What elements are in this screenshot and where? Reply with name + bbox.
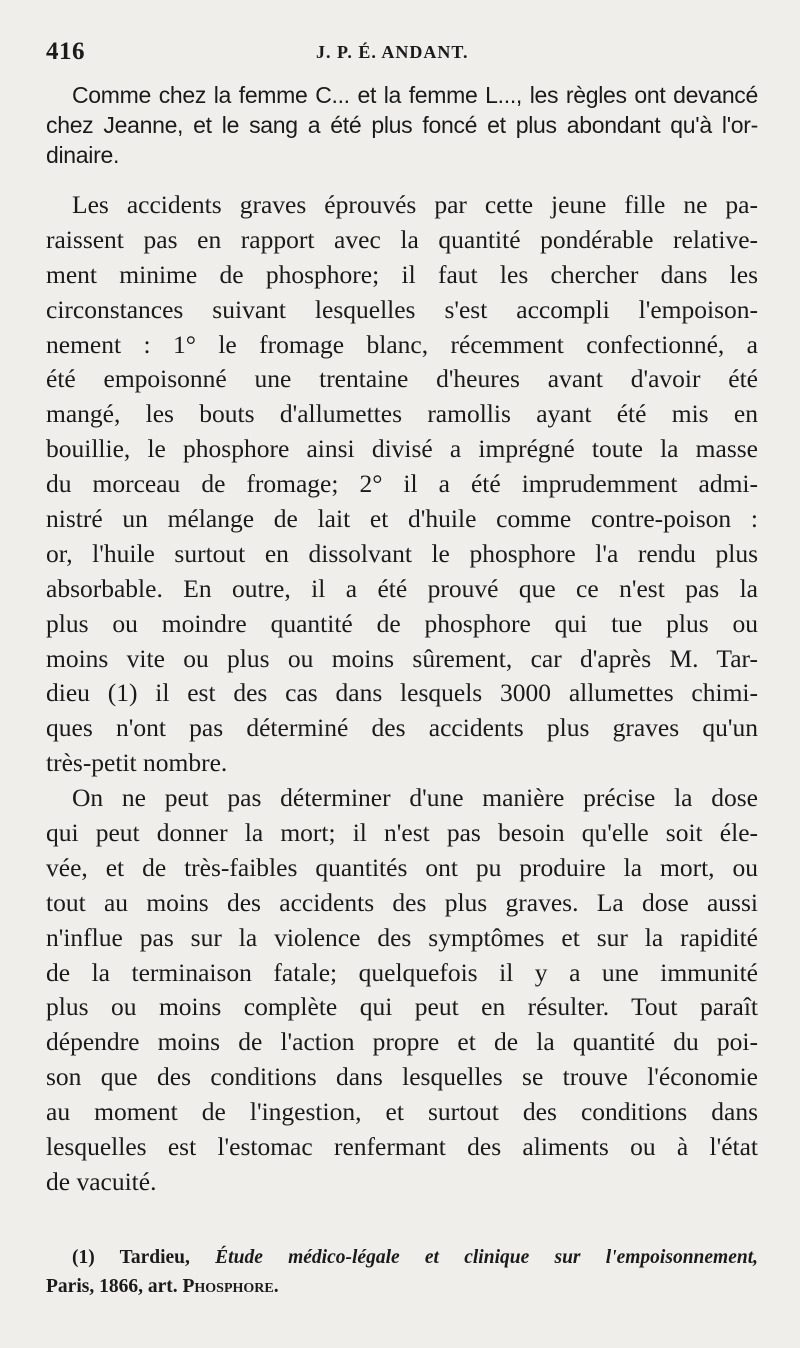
lead-paragraph — [46, 80, 758, 170]
page-header — [46, 38, 756, 68]
text-line: plus ou moins complète qui peut en résulter. Tout paraît — [46, 992, 758, 1022]
paragraph-2 — [46, 781, 758, 1200]
text-line: de vacuité. — [46, 1166, 157, 1196]
footnote-title: Étude médico-légale et clinique sur l'empoisonnement, — [215, 1247, 758, 1268]
footnote — [46, 1243, 758, 1301]
text-line: plus ou moindre quantité de phosphore qui tue plus ou — [46, 608, 758, 638]
text-line: Comme chez la femme C... et la femme L..., les règles ont devancé — [72, 82, 758, 108]
text-line: mangé, les bouts d'allumettes ramollis ayant été mis en — [46, 399, 758, 429]
text-line: absorbable. En outre, il a été prouvé que ce n'est pas la — [46, 573, 758, 603]
paragraph-1 — [46, 188, 758, 781]
text-line: moins vite ou plus ou moins sûrement, car d'après M. Tar- — [46, 643, 758, 673]
text-line: qui peut donner la mort; il n'est pas besoin qu'elle soit éle- — [46, 818, 758, 848]
text-line: au moment de l'ingestion, et surtout des conditions dans — [46, 1097, 758, 1127]
text-line: circonstances suivant lesquelles s'est accompli l'empoison- — [46, 294, 758, 324]
footnote-entry: Phosphore. — [182, 1276, 279, 1297]
text-line: du morceau de fromage; 2° il a été imprudemment admi- — [46, 469, 758, 499]
text-line: On ne peut pas déterminer d'une manière précise la dose — [72, 783, 758, 813]
text-line: tout au moins des accidents des plus graves. La dose aussi — [46, 887, 758, 917]
text-line: nistré un mélange de lait et d'huile comme contre-poison : — [46, 504, 758, 534]
footnote-marker: (1) Tardieu, — [72, 1247, 190, 1268]
page-number: 416 — [46, 38, 85, 65]
text-line: or, l'huile surtout en dissolvant le phosphore l'a rendu plus — [46, 538, 758, 568]
text-line: dinaire. — [46, 142, 120, 168]
text-line: bouillie, le phosphore ainsi divisé a imprégné toute la masse — [46, 434, 758, 464]
text-line: très-petit nombre. — [46, 748, 228, 778]
text-line: été empoisonné une trentaine d'heures avant d'avoir été — [46, 364, 758, 394]
text-line: Les accidents graves éprouvés par cette jeune fille ne pa- — [72, 190, 758, 219]
body-text — [46, 188, 758, 1200]
text-line: son que des conditions dans lesquelles se trouve l'économie — [46, 1062, 758, 1092]
footnote-line — [46, 1243, 758, 1272]
footnote-line — [46, 1272, 758, 1301]
text-line: chez Jeanne, et le sang a été plus foncé et plus abondant qu'à l'or- — [46, 112, 758, 138]
text-line: dieu (1) il est des cas dans lesquels 3000 allumettes chimi- — [46, 678, 758, 708]
text-line: raissent pas en rapport avec la quantité pondérable relative- — [46, 224, 758, 254]
text-line: de la terminaison fatale; quelquefois il y a une immunité — [46, 957, 758, 987]
text-line: vée, et de très-faibles quantités ont pu produire la mort, ou — [46, 852, 758, 882]
text-line: dépendre moins de l'action propre et de la quantité du poi- — [46, 1027, 758, 1057]
footnote-place: Paris, 1866, art. — [46, 1276, 178, 1297]
text-line: nement : 1° le fromage blanc, récemment confectionné, a — [46, 329, 758, 359]
text-line: lesquelles est l'estomac renfermant des aliments ou à l'état — [46, 1132, 758, 1162]
text-line: n'influe pas sur la violence des symptômes et sur la rapidité — [46, 922, 758, 952]
text-line: ques n'ont pas déterminé des accidents plus graves qu'un — [46, 713, 758, 743]
running-head: J. P. É. ANDANT. — [316, 42, 469, 62]
text-line: ment minime de phosphore; il faut les chercher dans les — [46, 259, 758, 289]
